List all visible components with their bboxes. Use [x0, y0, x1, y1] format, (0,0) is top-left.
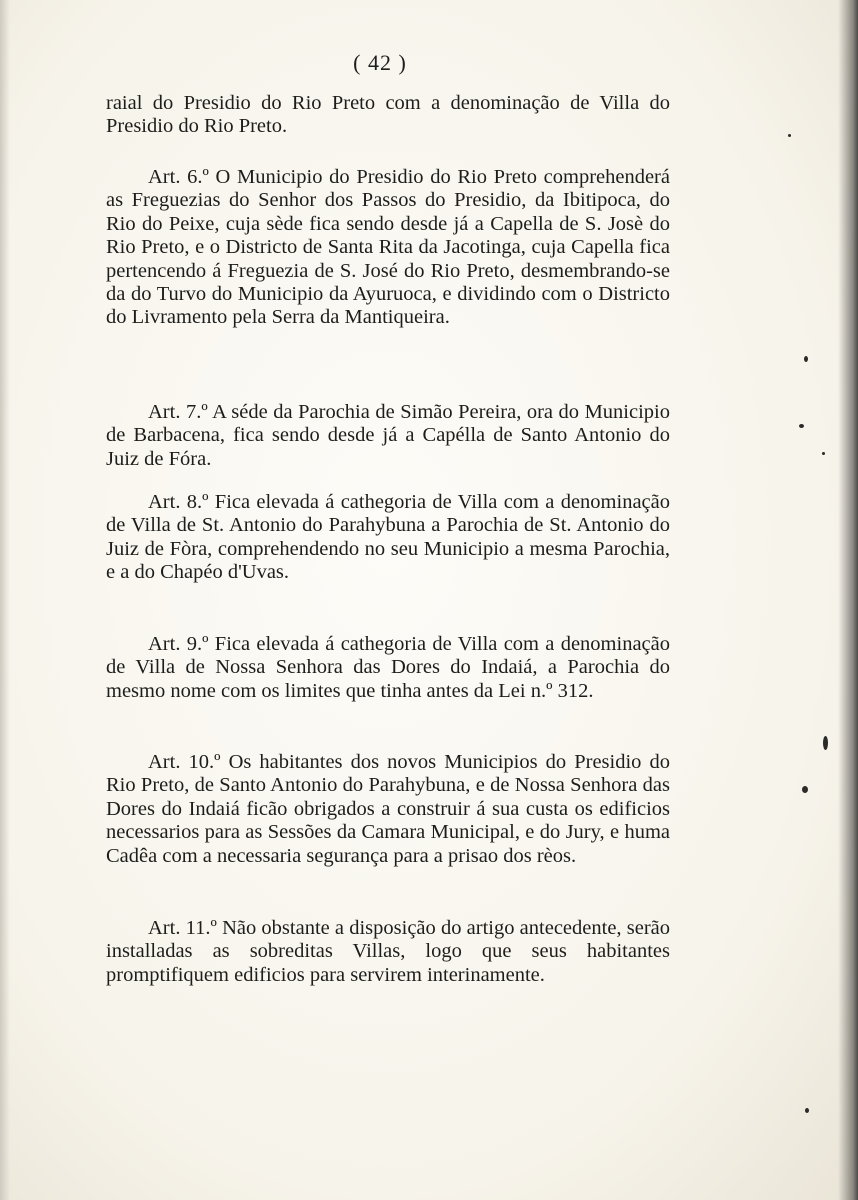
- article-7-paragraph: Art. 7.º A séde da Parochia de Simão Pereira, ora do Municipio de Barbacena, fica sendo desde já a Capélla de Santo Antonio do Juiz de Fóra.: [106, 401, 670, 470]
- article-8-block: [106, 491, 670, 585]
- article-10-block: [106, 751, 670, 868]
- page-number: ( 42 ): [353, 50, 407, 75]
- ink-speck: [799, 424, 804, 428]
- page-left-edge-shadow: [0, 0, 10, 1200]
- article-10-paragraph: Art. 10.º Os habitantes dos novos Municipios do Presidio do Rio Preto, de Santo Antonio do Parahybuna, e de Nossa Senhora das Dores do Indaiá ficão obrigados a construir á sua custa os edificios necessarios para as Sessões da Camara Municipal, e do Jury, e huma Cadêa com a necessaria segurança para a prisao dos rèos.: [106, 751, 670, 867]
- article-11-paragraph: Art. 11.º Não obstante a disposição do artigo antecedente, serão installadas as sobreditas Villas, logo que seus habitantes promptifiquem edificios para servirem interinamente.: [106, 917, 670, 986]
- ink-speck: [823, 736, 828, 750]
- intro-paragraph: raial do Presidio do Rio Preto com a denominação de Villa do Presidio do Rio Preto.: [106, 92, 670, 138]
- article-11-block: [106, 917, 670, 987]
- ink-speck: [805, 1108, 809, 1113]
- article-9-paragraph: Art. 9.º Fica elevada á cathegoria de Villa com a denominação de Villa de Nossa Senhora das Dores do Indaiá, a Parochia do mesmo nome com os limites que tinha antes da Lei n.º 312.: [106, 633, 670, 702]
- ink-speck: [804, 356, 808, 362]
- intro-paragraph-block: [106, 92, 670, 139]
- ink-speck: [788, 134, 791, 137]
- ink-speck: [822, 452, 825, 455]
- article-9-block: [106, 633, 670, 703]
- article-6-block: [106, 166, 670, 330]
- article-6-paragraph: Art. 6.º O Municipio do Presidio do Rio Preto comprehenderá as Freguezias do Senhor dos Passos do Presidio, da Ibitipoca, do Rio do Peixe, cuja sède fica sendo desde já a Capella de S. Josè do Rio Preto, e o Districto de Santa Rita da Jacotinga, cuja Capella fica pertencendo á Freguezia de S. José do Rio Preto, desmembrando-se da do Turvo do Municipio da Ayuruoca, e dividindo com o Districto do Livramento pela Serra da Mantiqueira.: [106, 166, 670, 329]
- article-8-paragraph: Art. 8.º Fica elevada á cathegoria de Villa com a denominação de Villa de St. Antonio do Parahybuna a Parochia de St. Antonio do Juiz de Fòra, comprehendendo no seu Municipio a mesma Parochia, e a do Chapéo d'Uvas.: [106, 491, 670, 584]
- page-right-edge-shadow: [838, 0, 858, 1200]
- article-7-block: [106, 401, 670, 471]
- ink-speck: [802, 786, 808, 793]
